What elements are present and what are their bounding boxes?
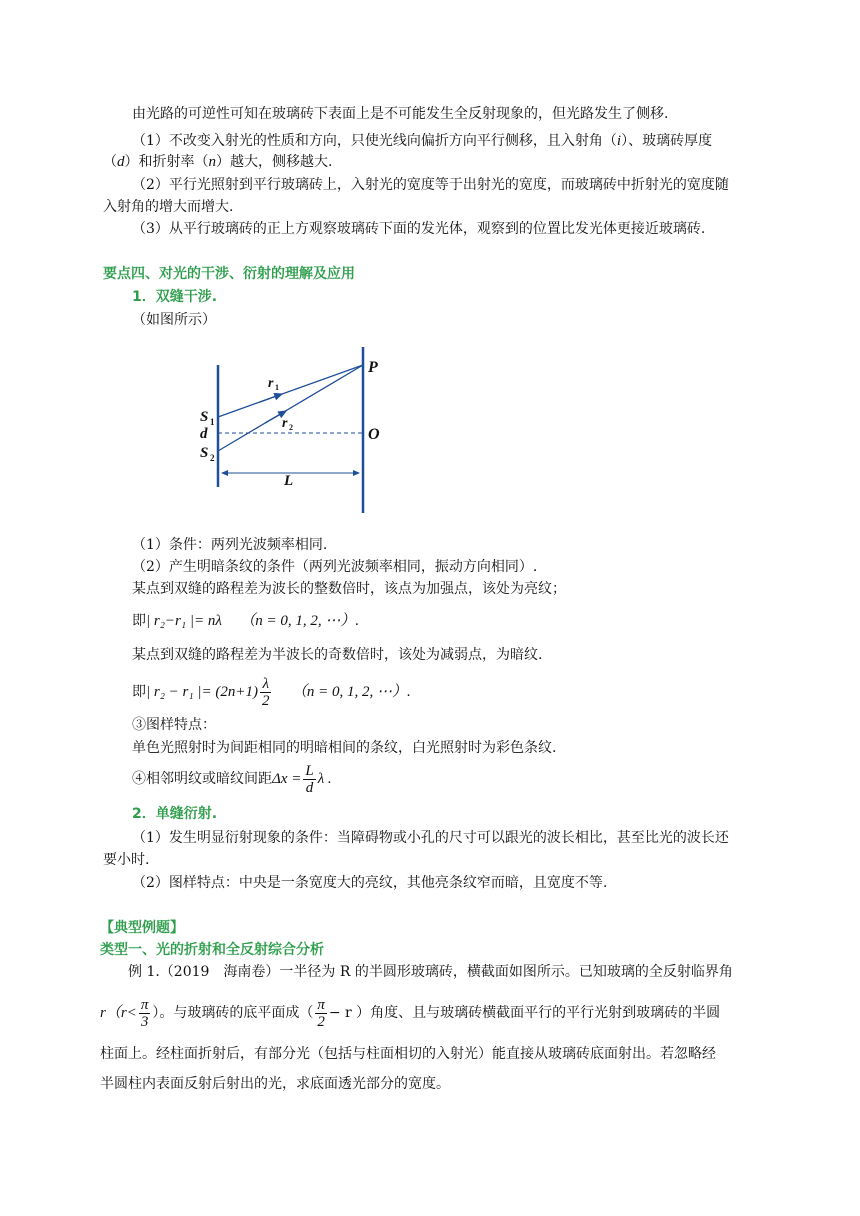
label-S1-sub: 1: [210, 417, 215, 427]
intro-line-3: [103, 152, 332, 172]
intro-line-5: 入射角的增大而增大.: [103, 199, 234, 215]
intro-l3-a: （: [103, 154, 117, 170]
spacing-den: d: [305, 779, 314, 796]
intro-line-4: （2）平行光照射到平行玻璃砖上，入射光的宽度等于出射光的宽度，而玻璃砖中折射光的宽度随: [132, 177, 729, 193]
spacing-fraction: [303, 763, 315, 796]
eq2-fraction: [260, 676, 272, 709]
figure-note: （如图所示）: [132, 312, 216, 328]
equation-bright: [132, 611, 359, 631]
example-type-1: 类型一、光的折射和全反射综合分析: [100, 942, 324, 958]
subsection-single-slit: 2．单缝衍射.: [132, 806, 218, 822]
pattern-features-text: 单色光照射时为间距相同的明暗相间的条纹，白光照射时为彩色条纹.: [132, 740, 557, 756]
ray-r2: [218, 365, 363, 451]
e2-2: 2: [317, 1013, 325, 1030]
dark-fringe-rule: 某点到双缝的路程差为半波长的奇数倍时，该处为减弱点，为暗纹.: [132, 647, 543, 663]
label-S2-sub: 2: [210, 453, 215, 463]
condition-1: （1）条件：两列光波频率相同.: [132, 537, 328, 553]
e2-b: ）。与玻璃砖的底平面成（: [152, 1005, 314, 1021]
example-1-line-1: 例 1.（2019 海南卷）一半径为 R 的半圆形玻璃砖，横截面如图所示。已知玻璃的全反射临界角: [128, 964, 733, 980]
diffraction-condition-2: 要小时.: [103, 852, 150, 868]
e2-3: 3: [140, 1013, 149, 1030]
intro-line-1: 由光路的可逆性可知在玻璃砖下表面上是不可能发生全反射现象的，但光路发生了侧移.: [132, 106, 669, 122]
label-P: P: [368, 359, 378, 376]
ray-r1-arrow: [260, 394, 282, 402]
label-S2: S: [200, 445, 209, 461]
spacing-dx: Δx =: [272, 771, 302, 787]
examples-heading: 【典型例题】: [100, 920, 184, 936]
intro-l3-b: ）和折射率（: [124, 154, 209, 170]
e2-pi: π: [140, 996, 149, 1013]
bright-fringe-rule: 某点到双缝的路程差为波长的整数倍时，该点为加强点，该处为亮纹；: [132, 581, 566, 597]
section-title: 要点四、对光的干涉、衍射的理解及应用: [103, 266, 355, 282]
example-1-line-2: [100, 995, 720, 1031]
e2-fraction-1: [139, 997, 151, 1030]
spacing-prefix: ④相邻明纹或暗纹间距: [132, 771, 272, 787]
intro-line-2: [132, 131, 712, 151]
diffraction-condition-1: （1）发生明显衍射现象的条件：当障碍物或小孔的尺寸可以跟光的波长相比，甚至比光的波长还: [132, 830, 729, 846]
label-S1: S: [200, 409, 209, 425]
label-L: L: [284, 473, 294, 489]
example-1-line-4: 半圆柱内表面反射后射出的光，求底面透光部分的宽度。: [100, 1076, 450, 1092]
subsection-double-slit: 1．双缝干涉.: [132, 289, 218, 305]
spacing-tail: λ .: [317, 771, 332, 787]
eq2-den: 2: [261, 692, 270, 709]
intro-l3-c: ）越大，侧移越大.: [216, 154, 333, 170]
symbol-d: d: [117, 154, 125, 170]
intro-line-6: （3）从平行玻璃砖的正上方观察玻璃砖下面的发光体，观察到的位置比发光体更接近玻璃砖.: [132, 221, 706, 237]
pattern-features-heading: ③图样特点：: [132, 717, 216, 733]
label-r1-sub: 1: [275, 383, 279, 392]
eq1-condition: （n = 0, 1, 2, ⋯）.: [240, 613, 360, 629]
symbol-i: i: [616, 133, 622, 149]
eq2-num: λ: [260, 676, 272, 693]
e2-c: − r ）角度、且与玻璃砖横截面平行的平行光射到玻璃砖的半圆: [328, 1005, 721, 1021]
eq2-condition: （n = 0, 1, 2, ⋯）.: [291, 684, 411, 700]
double-slit-diagram: [190, 345, 390, 520]
diffraction-pattern: （2）图样特点：中央是一条宽度大的亮纹，其他亮条纹窄而暗，且宽度不等.: [132, 875, 608, 891]
eq2-left: | r₂ − r₁ |= (2n+1): [146, 684, 258, 700]
e2-fraction-2: [315, 997, 327, 1030]
label-O: O: [368, 426, 380, 443]
eq2-prefix: 即: [132, 684, 146, 700]
symbol-n: n: [208, 154, 216, 170]
equation-dark: [132, 675, 411, 709]
label-d: d: [200, 426, 208, 442]
intro-l2-text: （1）不改变入射光的性质和方向，只使光线向偏折方向平行侧移，且入射角（: [132, 133, 617, 149]
e2-pi2: π: [317, 996, 325, 1013]
label-r2-sub: 2: [289, 423, 293, 432]
e2-a: r（r<: [100, 1005, 137, 1021]
example-1-line-3: 柱面上。经柱面折射后，有部分光（包括与柱面相切的入射光）能直接从玻璃砖底面射出。若忽略经: [100, 1046, 716, 1062]
fringe-spacing-formula: [132, 762, 332, 796]
ray-r1: [218, 365, 363, 417]
condition-2: （2）产生明暗条纹的条件（两列光波频率相同，振动方向相同）.: [132, 559, 538, 575]
eq1-prefix: 即: [132, 613, 146, 629]
label-r1: r: [268, 376, 274, 391]
label-r2: r: [282, 416, 288, 431]
intro-l2-tail: ）、玻璃砖厚度: [621, 133, 713, 149]
eq1-math: | r₂−r₁ |= nλ: [146, 613, 222, 629]
spacing-num: L: [305, 762, 314, 779]
